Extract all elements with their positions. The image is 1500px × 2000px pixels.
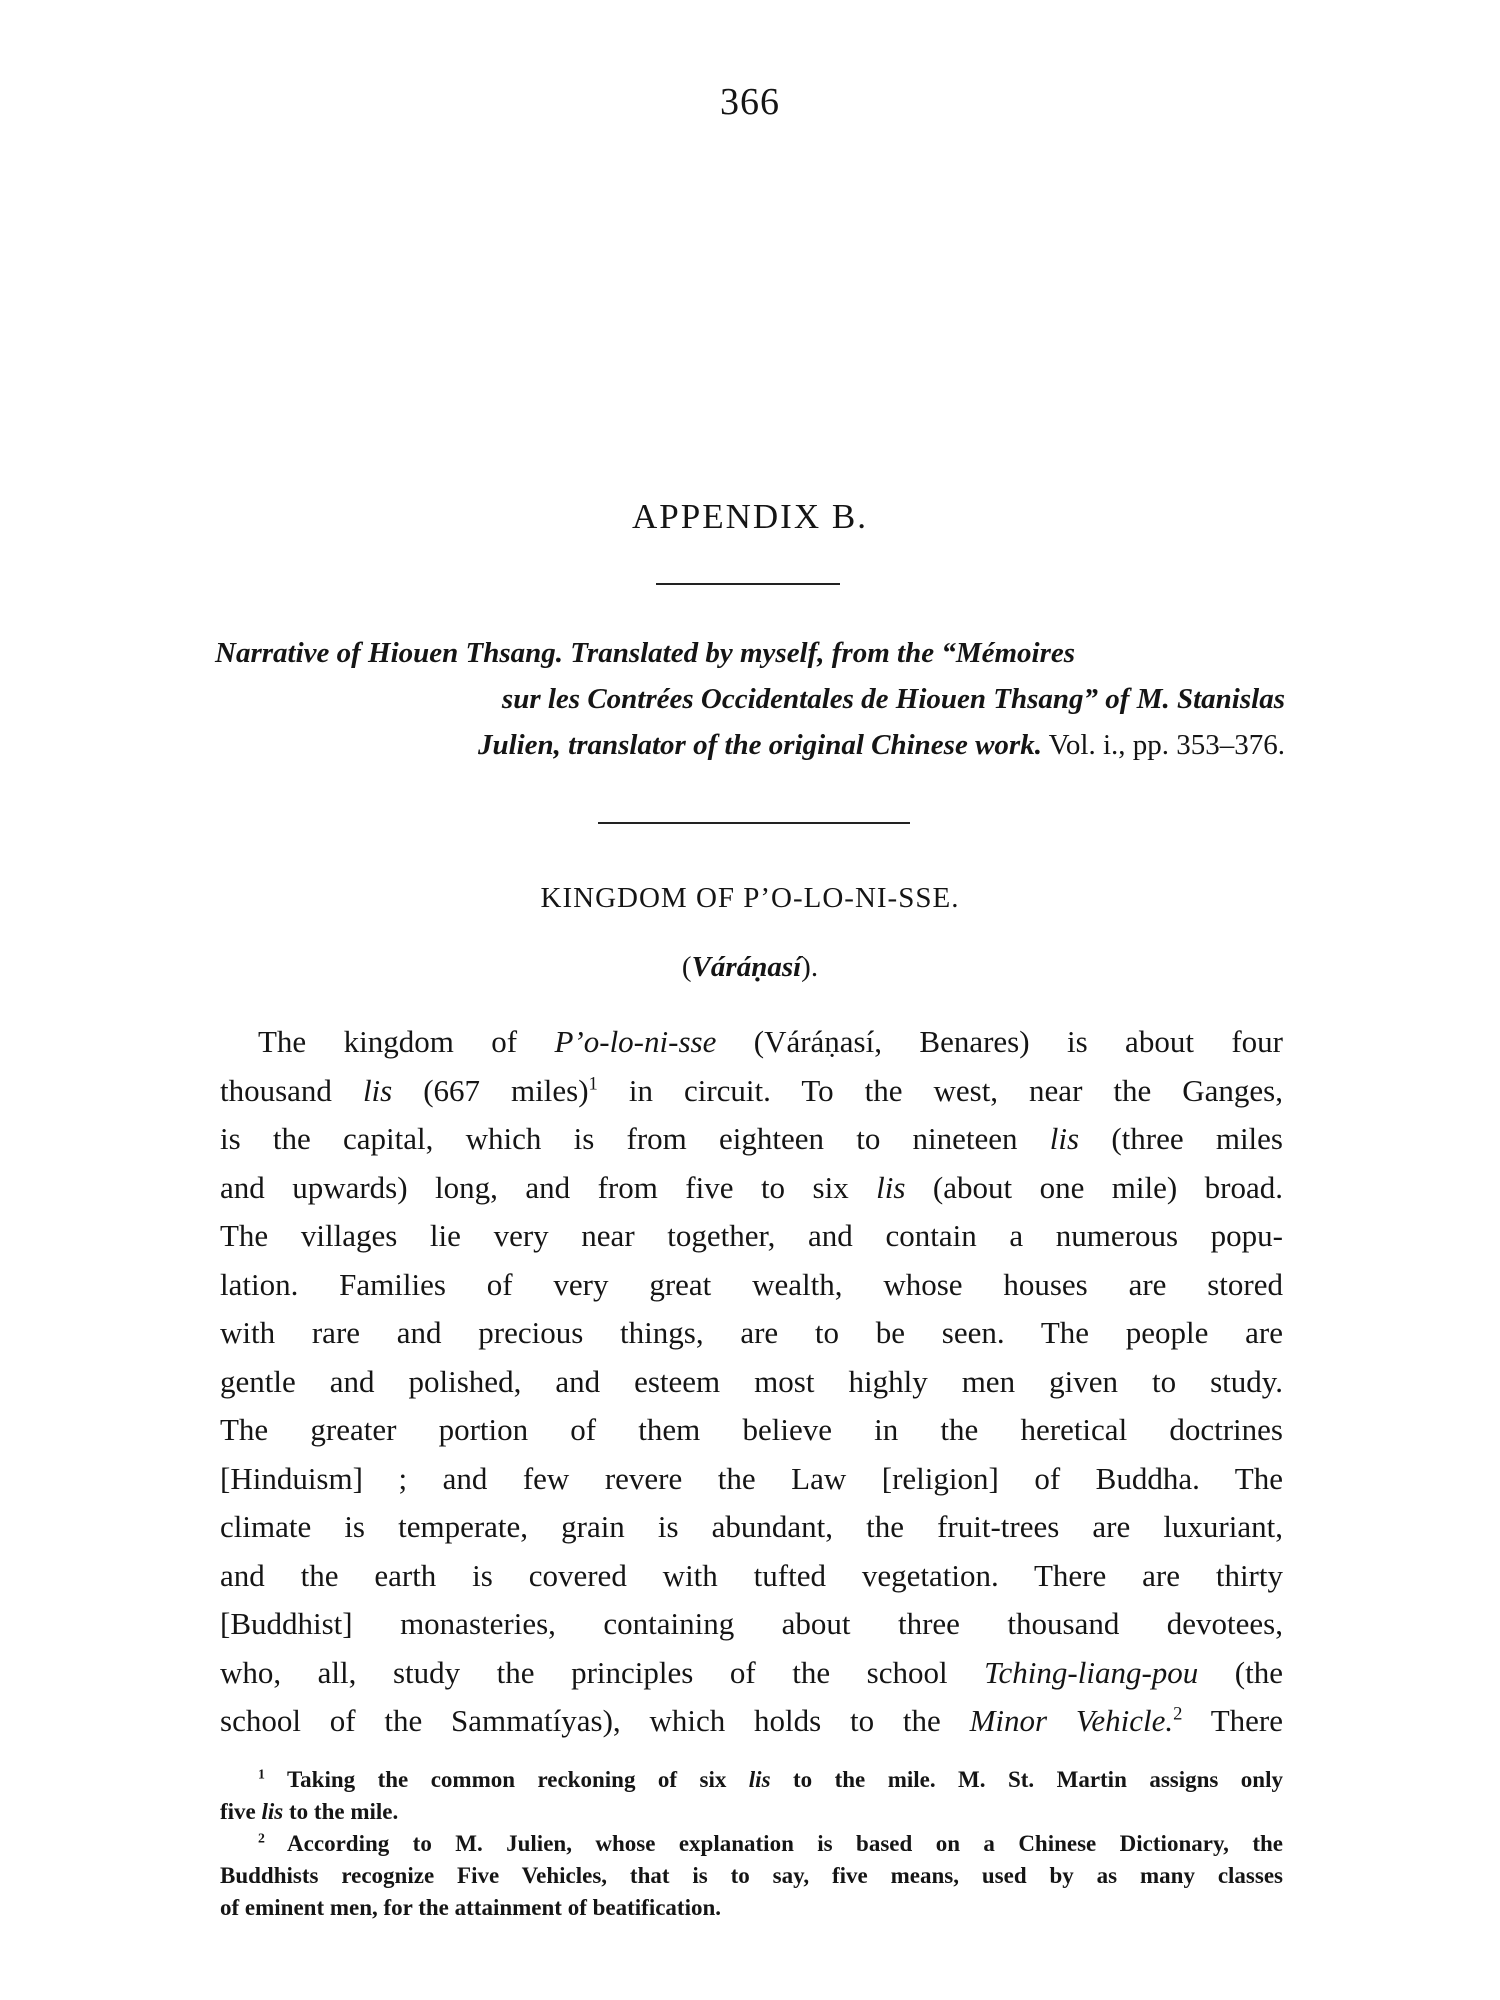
text-line: [Buddhist] monasteries, containing about three thousand devotees, (220, 1606, 1283, 1641)
text-line: The greater portion of them believe in the heretical doctrines (220, 1412, 1283, 1447)
subtitle-line: sur les Contrées Occidentales de Hiouen Thsang” of M. Stanislas (501, 683, 1285, 715)
text-line: thousand lis (667 miles)$^1$ in circuit. To the west, near the Ganges, (220, 1072, 1283, 1108)
footnote-2-cont: Buddhists recognize Five Vehicles, that is to say, five means, used by as many classes (220, 1863, 1283, 1888)
footnote-marker: 2 (258, 1830, 265, 1846)
footnote-1: $^1$ Taking the common reckoning of six lis to the mile. M. St. Martin assigns only (258, 1766, 1283, 1792)
body-text (220, 1018, 1283, 1746)
text-line: with rare and precious things, are to be seen. The people are (220, 1315, 1283, 1350)
subtitle-line (215, 722, 1285, 768)
footnote-2-cont: of eminent men, for the attainment of beatification. (220, 1895, 722, 1920)
text-line: climate is temperate, grain is abundant, the fruit-trees are luxuriant, (220, 1509, 1283, 1544)
text-line: school of the Sammatíyas), which holds to the Minor Vehicle.$^2$ There (220, 1703, 1283, 1738)
text-line: The kingdom of P’o-lo-ni-sse (Váráṇasí, Benares) is about four (258, 1024, 1283, 1059)
subtitle-line: Narrative of Hiouen Thsang. Translated by myself, from the “Mémoires (215, 637, 1076, 669)
footnote-2: $^2$ According to M. Julien, whose explanation is based on a Chinese Dictionary, the (258, 1830, 1283, 1856)
section-heading: KINGDOM OF P’O-LO-NI-SSE. (540, 882, 960, 914)
text-line: and upwards) long, and from five to six lis (about one mile) broad. (220, 1169, 1283, 1205)
title-divider (656, 583, 840, 585)
footnotes (220, 1764, 1283, 1924)
subtitle-volume: Vol. i., pp. 353–376. (1041, 729, 1285, 761)
sanskrit-name: Váráṇasí (691, 951, 802, 983)
text-line: who, all, study the principles of the school Tching-liang-pou (the (220, 1654, 1284, 1690)
text-line: The villages lie very near together, and contain a numerous popu- (220, 1218, 1283, 1253)
appendix-title: APPENDIX B. (632, 497, 868, 536)
footnote-ref: 1 (588, 1073, 598, 1095)
section-divider (598, 822, 910, 824)
text-line: and the earth is covered with tufted vegetation. There are thirty (220, 1557, 1283, 1593)
text-line: lation. Families of very great wealth, whose houses are stored (220, 1266, 1283, 1302)
footnote-marker: 1 (258, 1766, 265, 1782)
text-line: [Hinduism] ; and few revere the Law [religion] of Buddha. The (220, 1460, 1283, 1496)
section-subheading: (Váráṇasí). (681, 951, 819, 983)
footnote-1-cont: five lis to the mile. (220, 1799, 399, 1824)
page-number: 366 (720, 81, 780, 123)
text-line: is the capital, which is from eighteen to nineteen lis (three miles (220, 1121, 1283, 1156)
subtitle-text: Julien, translator of the original Chinese work. (477, 729, 1042, 761)
footnote-ref: 2 (1173, 1703, 1183, 1725)
appendix-subtitle (215, 630, 1285, 768)
text-line: gentle and polished, and esteem most highly men given to study. (220, 1363, 1283, 1399)
